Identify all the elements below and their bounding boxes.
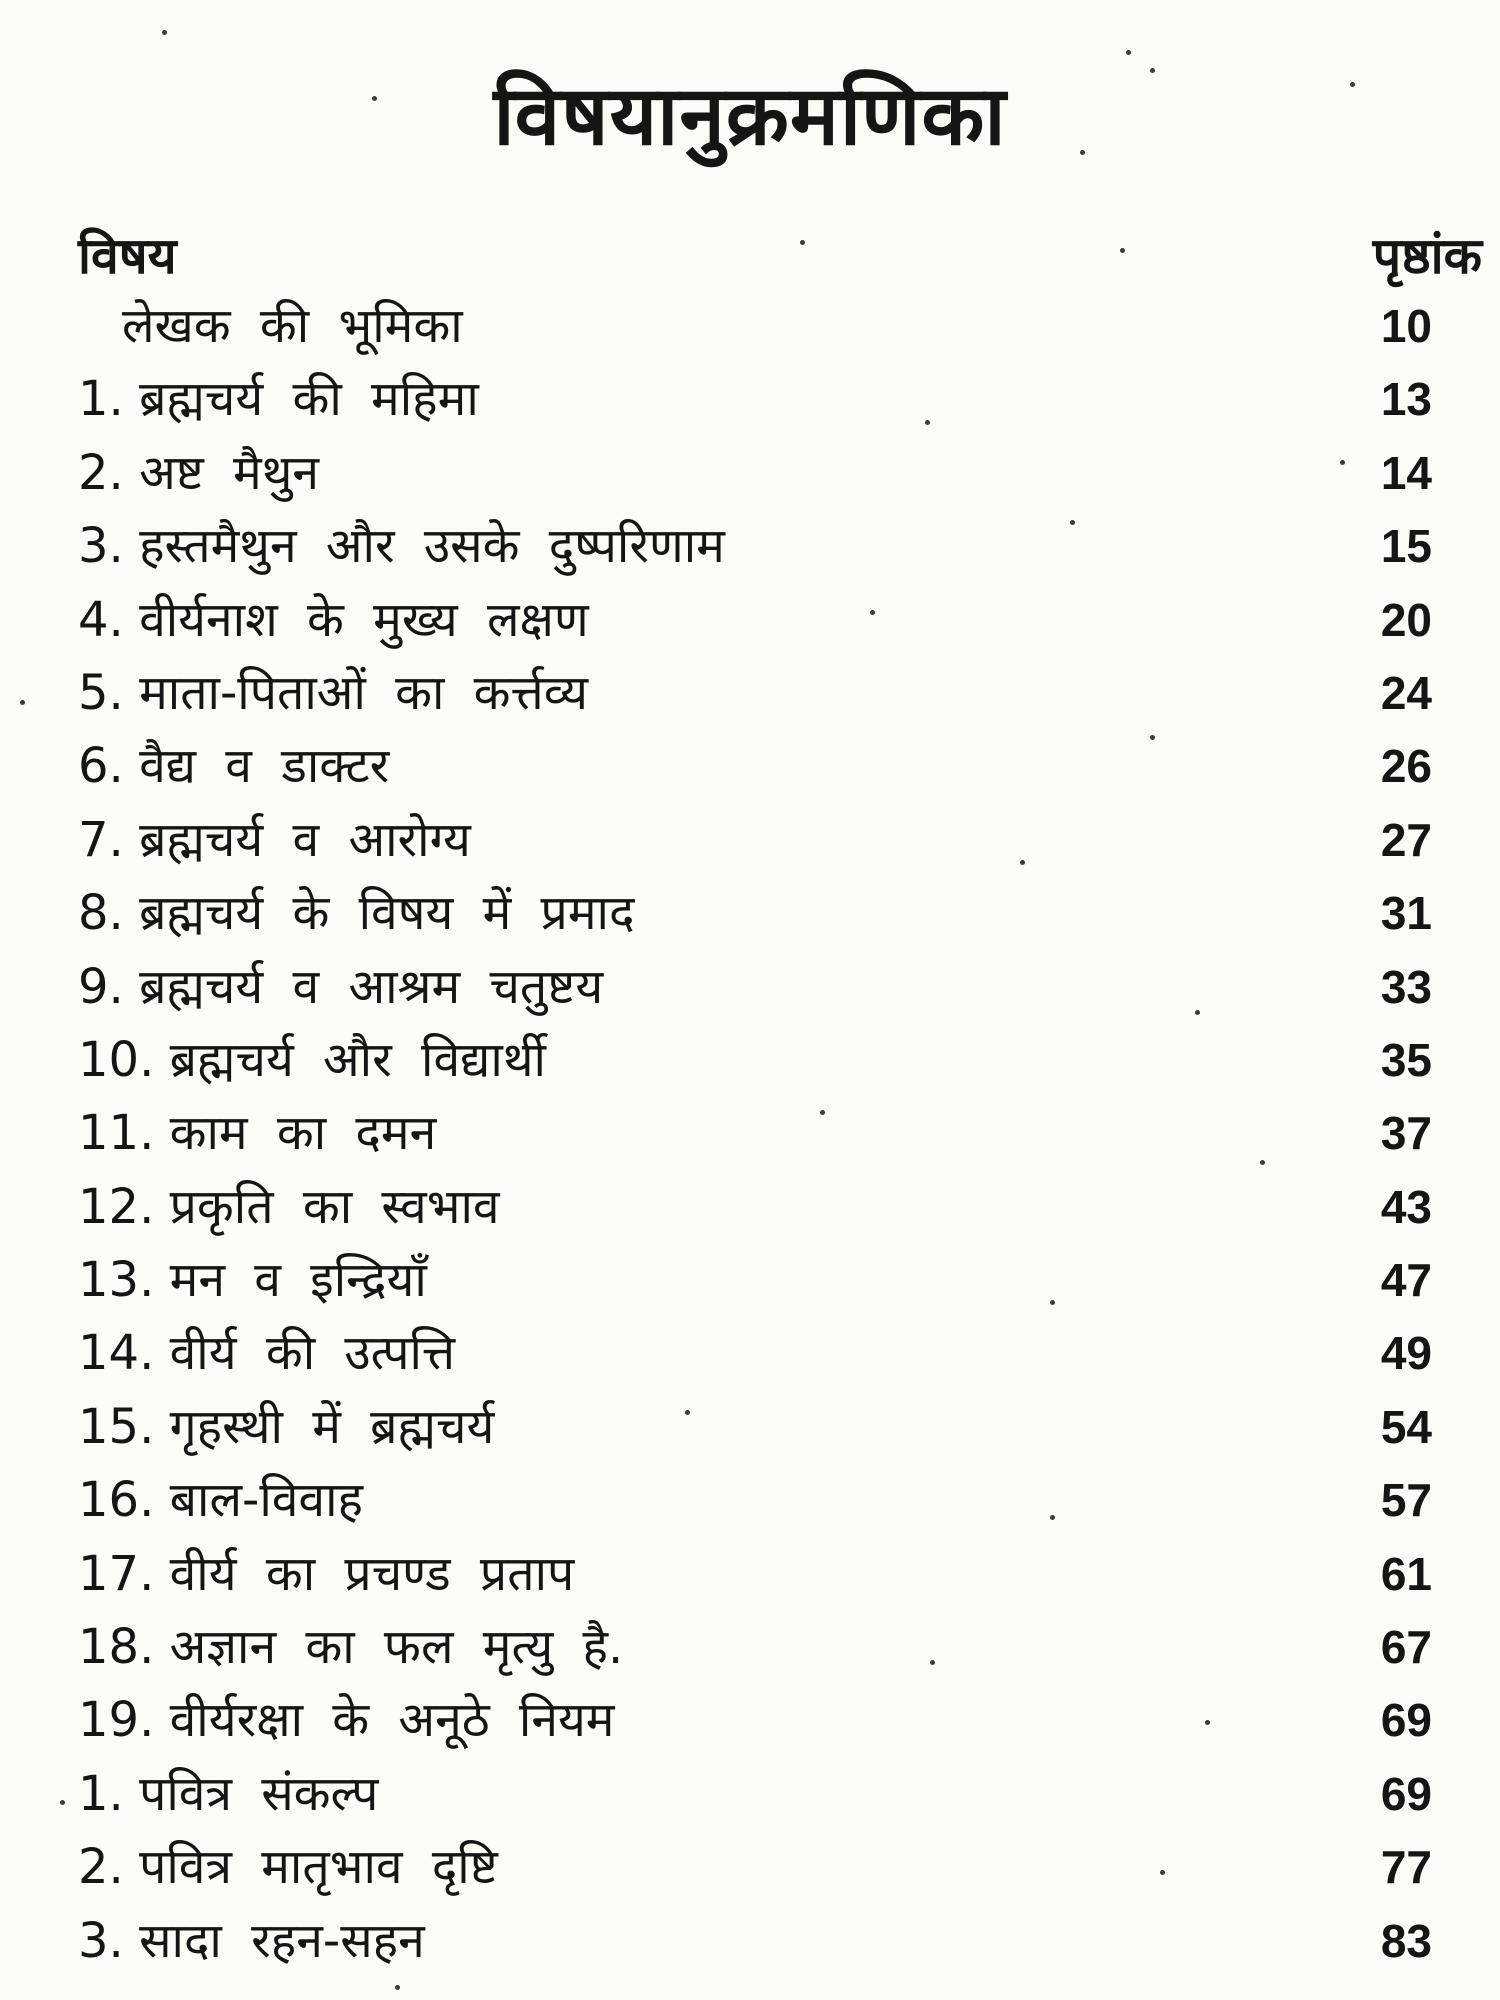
scan-speck <box>60 1800 65 1805</box>
toc-entry <box>78 1024 1432 1097</box>
scan-speck <box>372 96 377 101</box>
entry-page-number: 47 <box>1380 1254 1432 1307</box>
entry-title: माता-पिताओं का कर्त्तव्य <box>139 664 588 721</box>
entry-page-number: 77 <box>1380 1841 1432 1894</box>
toc-entry <box>78 290 1432 363</box>
scan-speck <box>1205 1720 1210 1725</box>
entry-number: 8. <box>78 885 124 942</box>
entry-title: काम का दमन <box>169 1105 437 1162</box>
toc-entry <box>78 1391 1432 1464</box>
entry-title: ब्रह्मचर्य के विषय में प्रमाद <box>139 885 635 942</box>
scan-speck <box>1120 248 1125 253</box>
entry-number: 16. <box>78 1472 155 1529</box>
toc-entry <box>78 584 1432 657</box>
subject-column-header: विषय <box>78 227 177 285</box>
entry-title: लेखक की भूमिका <box>122 298 463 354</box>
toc-entry <box>78 1097 1432 1170</box>
entry-page-number: 67 <box>1380 1621 1432 1674</box>
entry-number: 3. <box>78 1912 124 1969</box>
scan-speck <box>20 700 25 705</box>
entry-title: ब्रह्मचर्य की महिमा <box>139 371 479 428</box>
toc-entry <box>78 510 1432 583</box>
entry-title: हस्तमैथुन और उसके दुष्परिणाम <box>139 518 725 575</box>
entry-number: 18. <box>78 1619 155 1676</box>
toc-entry <box>78 363 1432 436</box>
toc-entry <box>78 1758 1432 1831</box>
entry-number: 15. <box>78 1398 155 1455</box>
scan-speck <box>1350 82 1355 87</box>
entry-title: अष्ट मैथुन <box>139 444 320 501</box>
entry-title: प्रकृति का स्वभाव <box>169 1178 500 1235</box>
scan-speck <box>1080 150 1085 155</box>
toc-entry <box>78 730 1432 803</box>
scan-speck <box>1020 860 1025 865</box>
page-column-header: पृष्ठांक <box>1372 227 1482 285</box>
entry-title: गृहस्थी में ब्रह्मचर्य <box>169 1398 495 1455</box>
entry-title: वीर्य की उत्पत्ति <box>169 1325 456 1382</box>
entry-title: वीर्यनाश के मुख्य लक्षण <box>139 591 589 648</box>
entry-page-number: 61 <box>1380 1547 1432 1600</box>
entry-page-number: 14 <box>1380 446 1432 499</box>
entry-number: 7. <box>78 811 124 868</box>
entry-number: 17. <box>78 1545 155 1602</box>
entry-number: 9. <box>78 958 124 1015</box>
toc-entry <box>78 1244 1432 1317</box>
toc-entry <box>78 951 1432 1024</box>
entry-number: 19. <box>78 1692 155 1749</box>
entry-page-number: 54 <box>1380 1400 1432 1453</box>
scan-speck <box>1050 1515 1055 1520</box>
toc-entry <box>78 877 1432 950</box>
toc-entry <box>78 1684 1432 1757</box>
entry-page-number: 83 <box>1380 1914 1432 1967</box>
entry-page-number: 69 <box>1380 1694 1432 1747</box>
entry-page-number: 15 <box>1380 520 1432 573</box>
page-title: विषयानुक्रमणिका <box>493 69 1007 164</box>
entry-title: अज्ञान का फल मृत्यु है. <box>169 1619 624 1676</box>
entry-page-number: 43 <box>1380 1180 1432 1233</box>
entry-number: 6. <box>78 738 124 795</box>
entry-page-number: 33 <box>1380 960 1432 1013</box>
entry-title: वैद्य व डाक्टर <box>139 738 390 795</box>
scan-speck <box>925 420 930 425</box>
scan-speck <box>1150 735 1155 740</box>
entry-number: 1. <box>78 1765 124 1822</box>
toc-entry <box>78 1611 1432 1684</box>
entry-page-number: 35 <box>1380 1033 1432 1086</box>
scan-speck <box>1150 68 1155 73</box>
toc-entry <box>78 1538 1432 1611</box>
entry-title: वीर्यरक्षा के अनूठे नियम <box>169 1692 615 1749</box>
toc-entry <box>78 657 1432 730</box>
entry-page-number: 57 <box>1380 1474 1432 1527</box>
entry-number: 4. <box>78 591 124 648</box>
toc-entry <box>78 804 1432 877</box>
toc-entry <box>78 1317 1432 1390</box>
scan-speck <box>685 1410 690 1415</box>
entry-page-number: 27 <box>1380 813 1432 866</box>
entry-page-number: 20 <box>1380 593 1432 646</box>
entry-number: 14. <box>78 1325 155 1382</box>
scan-speck <box>800 240 805 245</box>
scan-speck <box>162 30 167 35</box>
scan-speck <box>1260 1160 1265 1165</box>
entry-page-number: 10 <box>1380 300 1432 352</box>
entry-title: बाल-विवाह <box>169 1472 364 1529</box>
scan-speck <box>395 1985 400 1990</box>
entry-title: ब्रह्मचर्य व आश्रम चतुष्टय <box>139 958 604 1015</box>
scan-speck <box>1195 1010 1200 1015</box>
entry-page-number: 69 <box>1380 1767 1432 1820</box>
entry-page-number: 49 <box>1380 1327 1432 1380</box>
table-of-contents <box>78 290 1432 1978</box>
entry-page-number: 37 <box>1380 1107 1432 1160</box>
entry-title: सादा रहन-सहन <box>139 1912 425 1969</box>
entry-number: 12. <box>78 1178 155 1235</box>
entry-title: पवित्र मातृभाव दृष्टि <box>139 1839 498 1896</box>
toc-entry <box>78 1464 1432 1537</box>
entry-title: पवित्र संकल्प <box>139 1765 379 1822</box>
entry-number: 5. <box>78 664 124 721</box>
entry-number: 2. <box>78 444 124 501</box>
scan-speck <box>1126 50 1131 55</box>
scan-speck <box>1070 520 1075 525</box>
scan-speck <box>1050 1300 1055 1305</box>
entry-number: 2. <box>78 1839 124 1896</box>
entry-page-number: 31 <box>1380 887 1432 940</box>
entry-title: मन व इन्द्रियाँ <box>169 1252 427 1309</box>
scan-speck <box>930 1660 935 1665</box>
entry-number: 3. <box>78 518 124 575</box>
column-header-row <box>78 222 1482 290</box>
toc-entry <box>78 1171 1432 1244</box>
entry-title: ब्रह्मचर्य व आरोग्य <box>139 811 471 868</box>
entry-number: 10. <box>78 1031 155 1088</box>
entry-number: 13. <box>78 1252 155 1309</box>
entry-number: 11. <box>78 1105 155 1162</box>
toc-entry <box>78 1905 1432 1978</box>
entry-page-number: 26 <box>1380 740 1432 793</box>
entry-number: 1. <box>78 371 124 428</box>
entry-title: वीर्य का प्रचण्ड प्रताप <box>169 1545 575 1602</box>
scan-speck <box>1160 1870 1165 1875</box>
entry-page-number: 24 <box>1380 666 1432 719</box>
entry-page-number: 13 <box>1380 373 1432 426</box>
scan-speck <box>870 610 875 615</box>
toc-entry <box>78 437 1432 510</box>
scan-speck <box>820 1110 825 1115</box>
toc-entry <box>78 1831 1432 1904</box>
scan-speck <box>1340 460 1345 465</box>
entry-title: ब्रह्मचर्य और विद्यार्थी <box>169 1031 546 1088</box>
